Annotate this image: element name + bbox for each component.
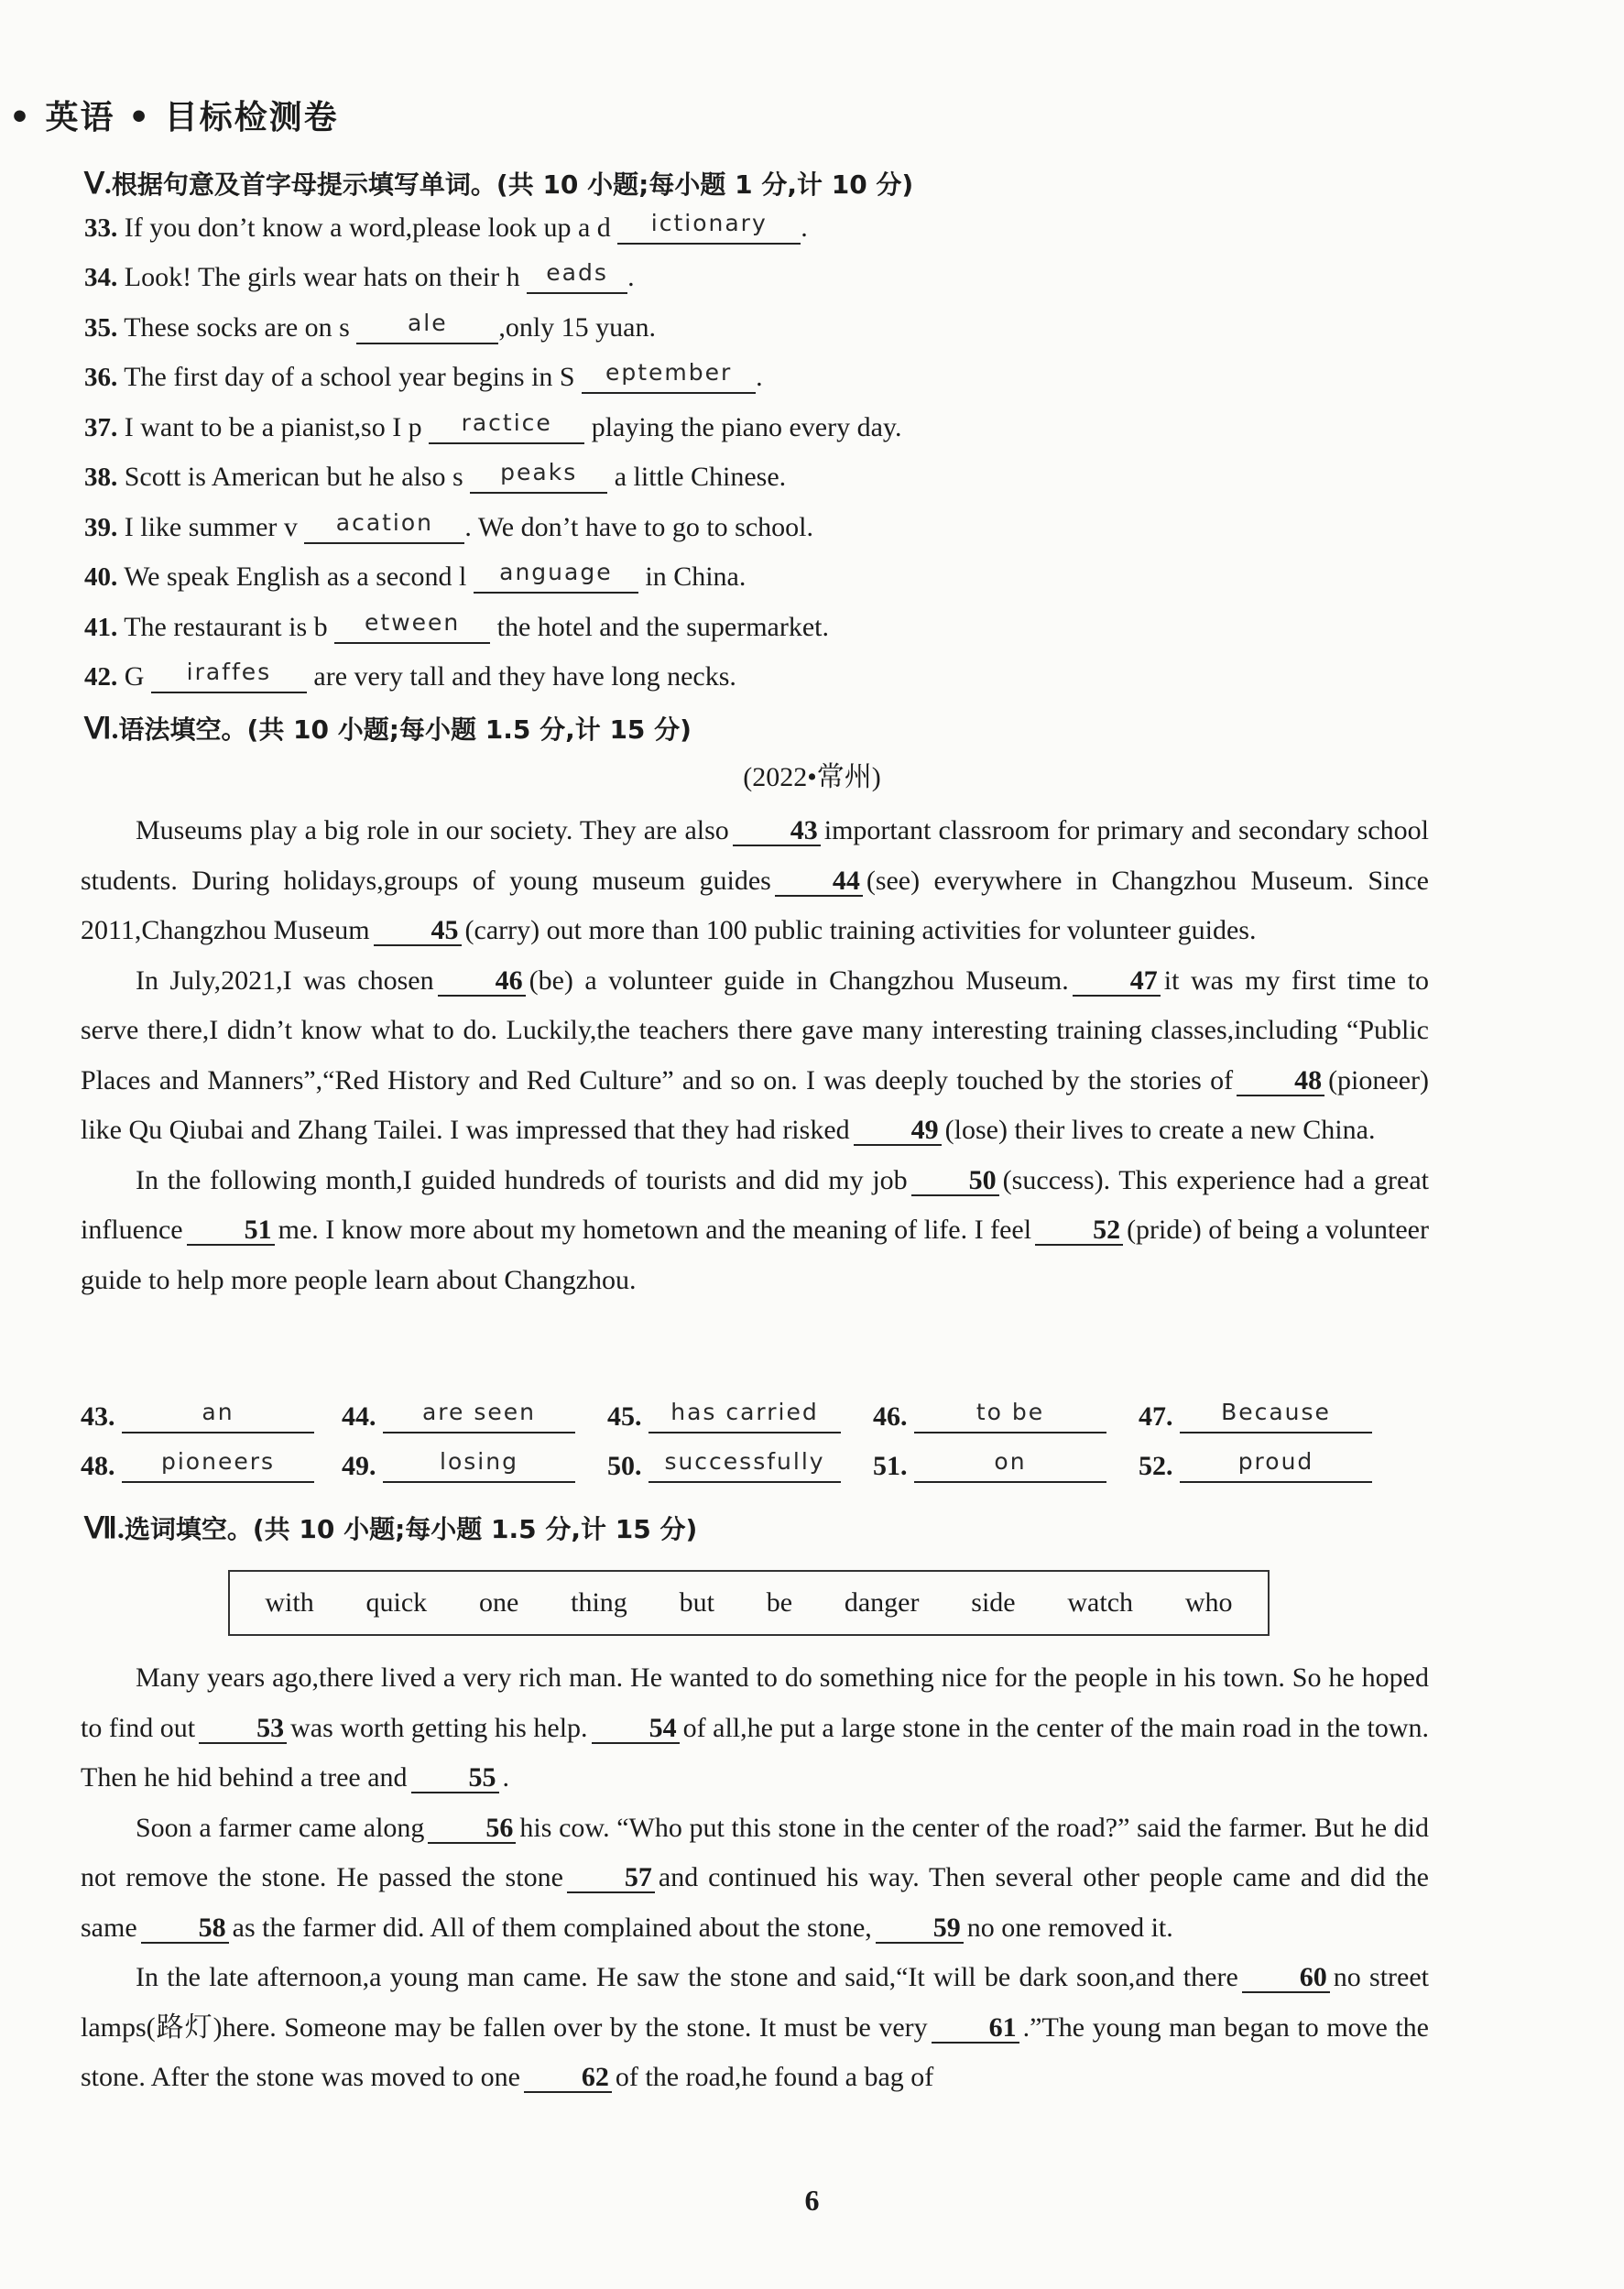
page-header: • 英语 • 目标检测卷	[9, 99, 339, 136]
word-bank-item: be	[766, 1587, 793, 1618]
word-bank	[228, 1570, 1270, 1636]
answer-blank: ale	[356, 314, 498, 344]
blank-53: 53	[199, 1715, 287, 1744]
blank-45: 45	[374, 917, 462, 946]
blank-51: 51	[187, 1216, 275, 1246]
answer-47: 47. $^{Because}$	[1139, 1401, 1372, 1433]
blank-48: 48	[1237, 1067, 1324, 1096]
section-6-title: Ⅵ.语法填空。(共 10 小题;每小题 1.5 分,计 15 分)	[84, 712, 692, 745]
word-bank-item: watch	[1067, 1587, 1134, 1618]
question-42: 42. G $^{iraffes}$ are very tall and they have long necks.	[84, 659, 736, 692]
blank-52: 52	[1035, 1216, 1123, 1246]
answer-43: 43. $^{an}$	[81, 1401, 314, 1433]
answer-blank: peaks	[470, 463, 607, 494]
blank-46: 46	[438, 967, 526, 997]
section-6-passage	[81, 806, 1429, 1305]
word-bank-item: but	[679, 1587, 714, 1618]
answer-52: 52. $^{proud}$	[1139, 1451, 1372, 1483]
passage-source: (2022•常州)	[743, 762, 881, 792]
answer-44: 44. $^{are seen}$	[342, 1401, 575, 1433]
blank-47: 47	[1073, 967, 1161, 997]
answer-row-2	[81, 1448, 1390, 1488]
word-bank-item: thing	[571, 1587, 627, 1618]
paragraph: In the following month,I guided hundreds of tourists and did my job 50 (success). This experience had a great influence 51 me. I know more about my hometown and the meaning of life. I feel 52 (pride) of being a volunteer guide to help more people learn about Changzhou.	[81, 1164, 1430, 1295]
word-bank-item: side	[971, 1587, 1016, 1618]
question-38: 38. Scott is American but he also s $^{peaks}$ a little Chinese.	[84, 459, 787, 492]
answer-50: 50. $^{successfully}$	[607, 1451, 841, 1483]
answer-blank: ractice	[429, 414, 584, 444]
section-5-title-text: 根据句意及首字母提示填写单词。(共 10 小题;每小题 1 分,计 10 分)	[111, 169, 914, 200]
question-41: 41. The restaurant is b $^{etween}$ the hotel and the supermarket.	[84, 609, 830, 642]
answer-blank: anguage	[474, 563, 638, 594]
question-40: 40. We speak English as a second l $^{anguage}$ in China.	[84, 559, 747, 592]
blank-50: 50	[911, 1167, 999, 1196]
question-33: 33. If you don’t know a word,please look up a d $^{ictionary}$ .	[84, 210, 808, 243]
answer-blank: etween	[334, 614, 490, 644]
answer-row-1	[81, 1401, 1390, 1438]
answer-blank: acation	[304, 514, 464, 544]
word-bank-item: who	[1184, 1587, 1233, 1618]
blank-54: 54	[592, 1715, 680, 1744]
blank-61: 61	[932, 2014, 1019, 2044]
question-37: 37. I want to be a pianist,so I p $^{ractice}$ playing the piano every day.	[84, 409, 902, 442]
question-34: 34. Look! The girls wear hats on their h $^{eads}$ .	[84, 259, 635, 292]
word-bank-item: quick	[365, 1587, 428, 1618]
answer-blank: eads	[527, 264, 627, 294]
paragraph: Many years ago,there lived a very rich man. He wanted to do something nice for the people in his town. So he hoped to find out 53 was worth getting his help. 54 of all,he put a large stone in the center of the main road in the town. Then he hid behind a tree and 55 .	[81, 1662, 1429, 1793]
answer-49: 49. $^{losing}$	[342, 1451, 575, 1483]
blank-44: 44	[775, 867, 863, 897]
answer-46: 46. $^{to be}$	[873, 1401, 1106, 1433]
question-35: 35. These socks are on s $^{ale}$ ,only 15 yuan.	[84, 310, 656, 343]
paragraph: In the late afternoon,a young man came. He saw the stone and said,“It will be dark soon,and there 60 no street lamps(路灯)here. Someone may be fallen over by the stone. It must be very 61 .”The young man began to move the stone. After the stone was moved to one 62 of the road,he found a bag of	[81, 1962, 1429, 2092]
answer-45: 45. $^{has carried}$	[607, 1401, 841, 1433]
blank-59: 59	[876, 1914, 964, 1944]
blank-55: 55	[411, 1764, 499, 1793]
section-5-number: Ⅴ.	[84, 167, 112, 200]
blank-60: 60	[1242, 1964, 1330, 1993]
section-7-title: Ⅶ.选词填空。(共 10 小题;每小题 1.5 分,计 15 分)	[84, 1511, 698, 1544]
page-number: 6	[804, 2184, 820, 2217]
blank-58: 58	[141, 1914, 229, 1944]
blank-49: 49	[854, 1117, 942, 1146]
blank-62: 62	[524, 2064, 612, 2093]
answer-blank: ictionary	[617, 214, 801, 245]
question-36: 36. The first day of a school year begins in S $^{eptember}$ .	[84, 359, 763, 392]
answer-blank: eptember	[582, 364, 756, 394]
section-7-passage	[81, 1653, 1429, 2103]
paragraph: In July,2021,I was chosen 46 (be) a volunteer guide in Changzhou Museum. 47 it was my first time to serve there,I didn’t know what to do. Luckily,the teachers there gave many interesting training classes,including “Public Places and Manners”,“Red History and Red Culture” and so on. I was deeply touched by the stories of 48 (pioneer) like Qu Qiubai and Zhang Tailei. I was impressed that they had risked 49 (lose) their lives to create a new China.	[81, 965, 1430, 1145]
blank-43: 43	[733, 817, 821, 846]
section-5-title	[84, 165, 913, 202]
blank-57: 57	[567, 1864, 655, 1893]
answer-51: 51. $^{on}$	[873, 1451, 1106, 1483]
question-39: 39. I like summer v $^{acation}$ . We don’t have to go to school.	[84, 509, 813, 542]
word-bank-item: danger	[844, 1587, 920, 1618]
word-bank-item: one	[478, 1587, 519, 1618]
paragraph: Museums play a big role in our society. They are also 43 important classroom for primary and secondary school students. During holidays,groups of young museum guides 44 (see) everywhere in Changzhou Museum. Since 2011,Changzhou Museum 45 (carry) out more than 100 public training activities for volunteer guides.	[81, 815, 1429, 945]
answer-blank: iraffes	[151, 663, 307, 693]
word-bank-item: with	[265, 1587, 314, 1618]
answer-48: 48. $^{pioneers}$	[81, 1451, 314, 1483]
blank-56: 56	[428, 1815, 516, 1844]
paragraph: Soon a farmer came along 56 his cow. “Who put this stone in the center of the road?” said the farmer. But he did not remove the stone. He passed the stone 57 and continued his way. Then several other people came and did the same 58 as the farmer did. All of them complained about the stone, 59 no one removed it.	[81, 1812, 1430, 1943]
